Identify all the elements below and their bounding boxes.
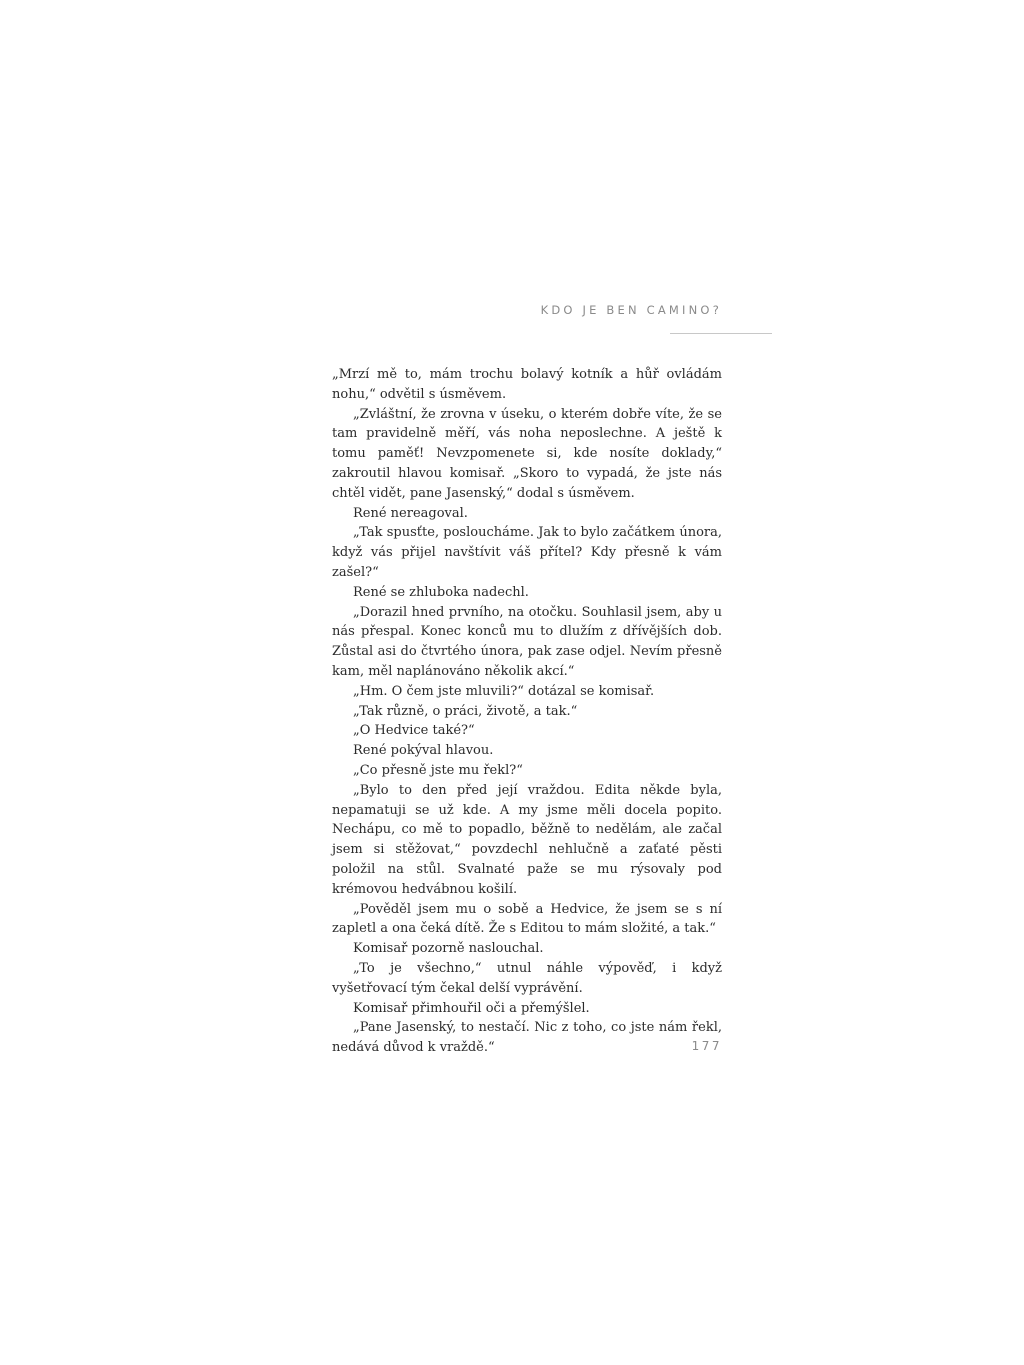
paragraph: René nereagoval. (353, 505, 468, 521)
paragraph: „To je všechno,“ utnul náhle výpověď, i když vyšetřovací tým čekal delší vyprávění. (332, 960, 722, 996)
paragraph: Komisař přimhouřil oči a přemýšlel. (353, 1000, 590, 1016)
running-head-rule (670, 333, 772, 334)
paragraph: „Hm. O čem jste mluvili?“ dotázal se komisař. (353, 683, 655, 699)
paragraph: „O Hedvice také?“ (353, 723, 475, 739)
paragraph: „Dorazil hned prvního, na otočku. Souhlasil jsem, aby u nás přespal. Konec konců mu to dlužím z dřívějších dob. Zůstal asi do čtvrtého února, pak zase odjel. Nevím přesně kam, měl naplánováno několik akcí.“ (332, 604, 722, 679)
paragraph: Komisař pozorně naslouchal. (353, 941, 544, 957)
body-text (332, 365, 722, 1058)
paragraph: „Pověděl jsem mu o sobě a Hedvice, že jsem se s ní zapletl a ona čeká dítě. Že s Editou to mám složité, a tak.“ (332, 901, 722, 937)
paragraph: René pokýval hlavou. (353, 743, 494, 759)
paragraph: „Tak různě, o práci, životě, a tak.“ (353, 703, 578, 719)
paragraph: „Pane Jasenský, to nestačí. Nic z toho, co jste nám řekl, nedává důvod k vraždě.“ (332, 1020, 722, 1056)
paragraph: „Bylo to den před její vraždou. Edita někde byla, nepamatuji se už kde. A my jsme měli docela popito. Nechápu, co mě to popadlo, běžně to nedělám, ale začal jsem si stěžovat,“ povzdechl nehlučně a zaťaté pěsti položil na stůl. Svalnaté paže se mu rýsovaly pod krémovou hedvábnou košilí. (332, 782, 722, 897)
paragraph: „Zvláštní, že zrovna v úseku, o kterém dobře víte, že se tam pravidelně měří, vás noha neposlechne. A ještě k tomu paměť! Nevzpomenete si, kde nosíte doklady,“ zakroutil hlavou komisař. „Skoro to vypadá, že jste nás chtěl vidět, pane Jasenský,“ dodal s úsměvem. (332, 406, 722, 501)
paragraph: „Tak spusťte, posloucháme. Jak to bylo začátkem února, když vás přijel navštívit váš přítel? Kdy přesně k vám zašel?“ (332, 525, 722, 580)
paragraph: „Mrzí mě to, mám trochu bolavý kotník a hůř ovládám nohu,“ odvětil s úsměvem. (332, 367, 722, 402)
paragraph: René se zhluboka nadechl. (353, 584, 529, 600)
page-number: 177 (691, 1039, 722, 1053)
paragraph: „Co přesně jste mu řekl?“ (353, 762, 523, 778)
running-head: KDO JE BEN CAMINO? (540, 303, 722, 317)
